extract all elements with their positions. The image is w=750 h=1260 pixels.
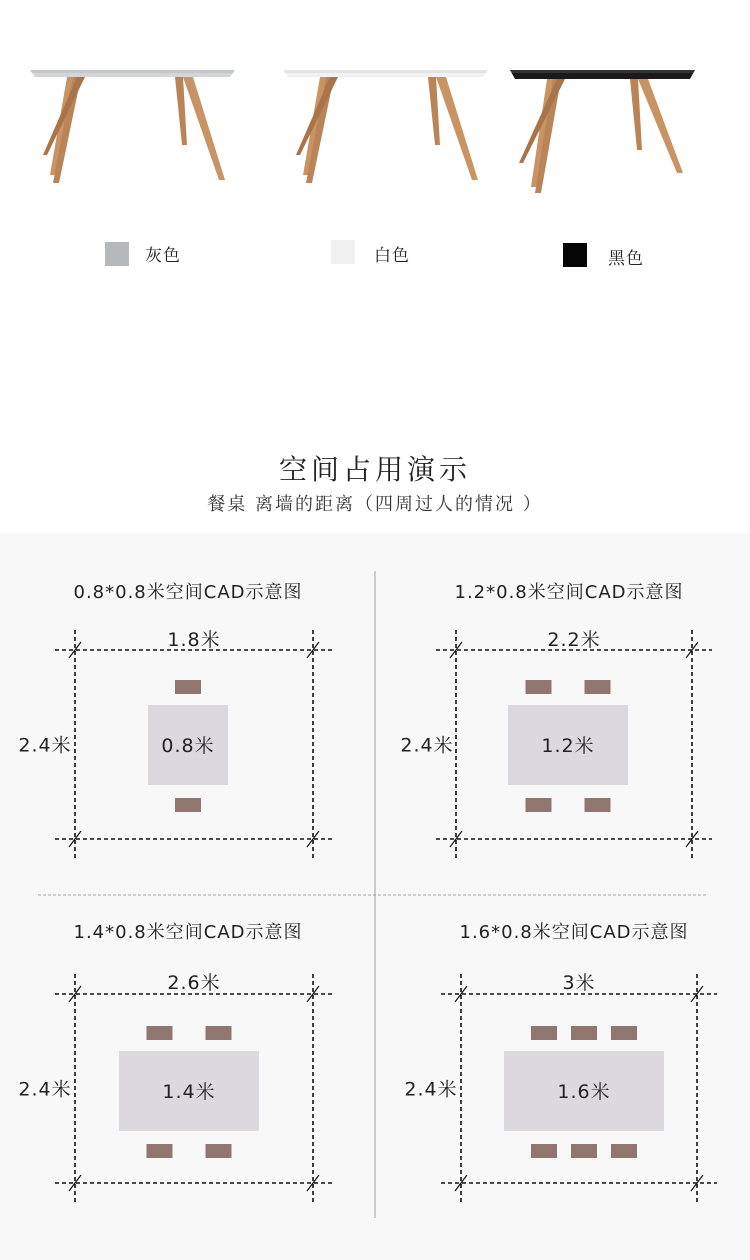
chair-bottom: [571, 1144, 597, 1158]
chair-top: [526, 680, 552, 694]
cad-diagrams-panel: [0, 533, 750, 1260]
grey-table-image: [25, 55, 245, 205]
chair-bottom: [531, 1144, 557, 1158]
chair-bottom: [585, 798, 611, 812]
height-dimension-label: 2.4米: [404, 1078, 458, 1101]
chair-bottom: [611, 1144, 637, 1158]
diagram-title: 1.2*0.8米空间CAD示意图: [454, 582, 684, 603]
black-color-swatch[interactable]: [563, 243, 587, 267]
diagram-title: 1.6*0.8米空间CAD示意图: [459, 922, 689, 943]
product-colors-section: [0, 0, 750, 430]
width-dimension-label: 2.2米: [547, 629, 601, 651]
white-color-swatch[interactable]: [331, 240, 355, 264]
height-dimension-label: 2.4米: [400, 734, 454, 757]
diagram-title: 0.8*0.8米空间CAD示意图: [73, 582, 303, 603]
height-dimension-label: 2.4米: [18, 734, 72, 757]
chair-bottom: [206, 1144, 232, 1158]
white-color-label: 白色: [374, 246, 410, 266]
table-size-label: 1.4米: [162, 1081, 216, 1103]
width-dimension-label: 1.8米: [167, 629, 221, 651]
chair-top: [531, 1026, 557, 1040]
chair-top: [147, 1026, 173, 1040]
section-subtitle: 餐桌 离墙的距离（四周过人的情况 ）: [207, 494, 543, 515]
chair-top: [206, 1026, 232, 1040]
chair-bottom: [175, 798, 201, 812]
section-title: 空间占用演示: [278, 453, 471, 486]
chair-top: [585, 680, 611, 694]
black-table-image: [505, 55, 725, 205]
cad-diagrams-svg: [0, 533, 750, 1260]
grey-color-label: 灰色: [145, 246, 181, 266]
table-size-label: 1.6米: [557, 1081, 611, 1103]
chair-bottom: [526, 798, 552, 812]
width-dimension-label: 2.6米: [167, 972, 221, 994]
table-size-label: 0.8米: [161, 735, 215, 757]
table-size-label: 1.2米: [541, 735, 595, 757]
chair-top: [611, 1026, 637, 1040]
chair-top: [175, 680, 201, 694]
chair-bottom: [147, 1144, 173, 1158]
black-color-label: 黑色: [608, 249, 644, 269]
diagram-title: 1.4*0.8米空间CAD示意图: [73, 922, 303, 943]
height-dimension-label: 2.4米: [18, 1078, 72, 1101]
width-dimension-label: 3米: [562, 972, 596, 994]
grey-color-swatch[interactable]: [105, 242, 129, 266]
white-table-image: [278, 55, 498, 205]
chair-top: [571, 1026, 597, 1040]
